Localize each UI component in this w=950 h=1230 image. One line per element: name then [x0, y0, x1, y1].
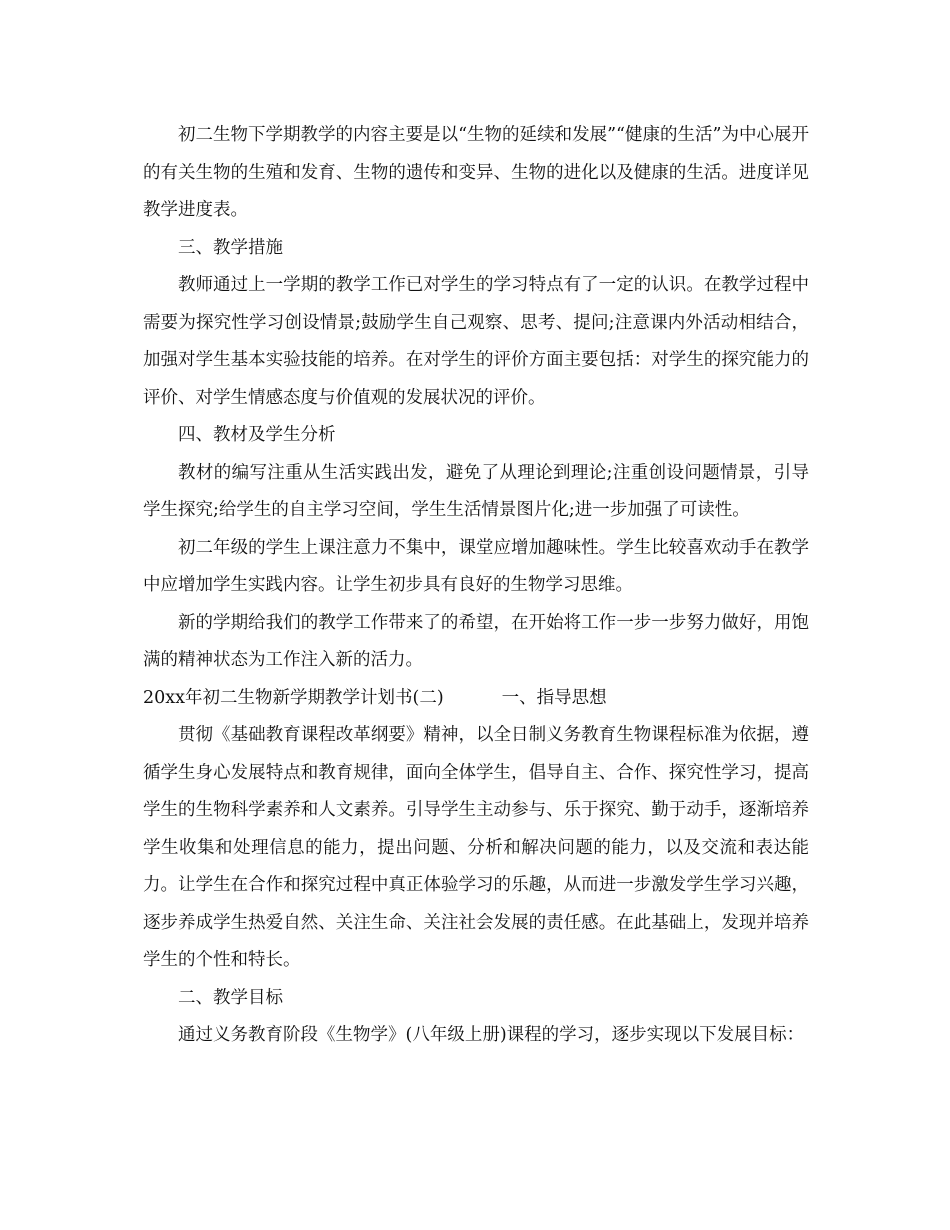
heading-guiding-ideology: 一、指导思想 [501, 687, 607, 708]
document-page [143, 117, 809, 1055]
paragraph-teaching-goals: 通过义务教育阶段《生物学》(八年级上册)课程的学习，逐步实现以下发展目标： [178, 1025, 805, 1045]
heading-teaching-measures: 三、教学措施 [178, 237, 283, 258]
paragraph-content-overview: 初二生物下学期教学的内容主要是以“生物的延续和发展”“健康的生活”为中心展开的有关生物的生殖和发育、生物的遗传和变异、生物的进化以及健康的生活。进度详见教学进度表。 [143, 125, 809, 220]
paragraph-textbook-analysis: 教材的编写注重从生活实践出发，避免了从理论到理论;注重创设问题情景，引导学生探究;给学生的自主学习空间，学生生活情景图片化;进一步加强了可读性。 [143, 462, 809, 520]
plan-title: 20xx年初二生物新学期教学计划书(二) [143, 687, 444, 708]
paragraph-teaching-measures: 教师通过上一学期的教学工作已对学生的学习特点有了一定的认识。在教学过程中需要为探究性学习创设情景;鼓励学生自己观察、思考、提问;注意课内外活动相结合，加强对学生基本实验技能的培养。在对学生的评价方面主要包括：对学生的探究能力的评价、对学生情感态度与价值观的发展状况的评价。 [143, 275, 809, 408]
plan-title-line [143, 680, 809, 718]
paragraph-new-semester: 新的学期给我们的教学工作带来了的希望，在开始将工作一步一步努力做好，用饱满的精神状态为工作注入新的活力。 [143, 612, 809, 670]
paragraph-student-analysis: 初二年级的学生上课注意力不集中，课堂应增加趣味性。学生比较喜欢动手在教学中应增加学生实践内容。让学生初步具有良好的生物学习思维。 [143, 537, 809, 595]
heading-teaching-goals: 二、教学目标 [178, 987, 283, 1008]
paragraph-guiding-ideology: 贯彻《基础教育课程改革纲要》精神，以全日制义务教育生物课程标准为依据，遵循学生身心发展特点和教育规律，面向全体学生，倡导自主、合作、探究性学习，提高学生的生物科学素养和人文素养。引导学生主动参与、乐于探究、勤于动手，逐渐培养学生收集和处理信息的能力，提出问题、分析和解决问题的能力，以及交流和表达能力。让学生在合作和探究过程中真正体验学习的乐趣，从而进一步激发学生学习兴趣，逐步养成学生热爱自然、关注生命、关注社会发展的责任感。在此基础上，发现并培养学生的个性和特长。 [143, 725, 809, 970]
heading-textbook-analysis: 四、教材及学生分析 [178, 425, 336, 445]
